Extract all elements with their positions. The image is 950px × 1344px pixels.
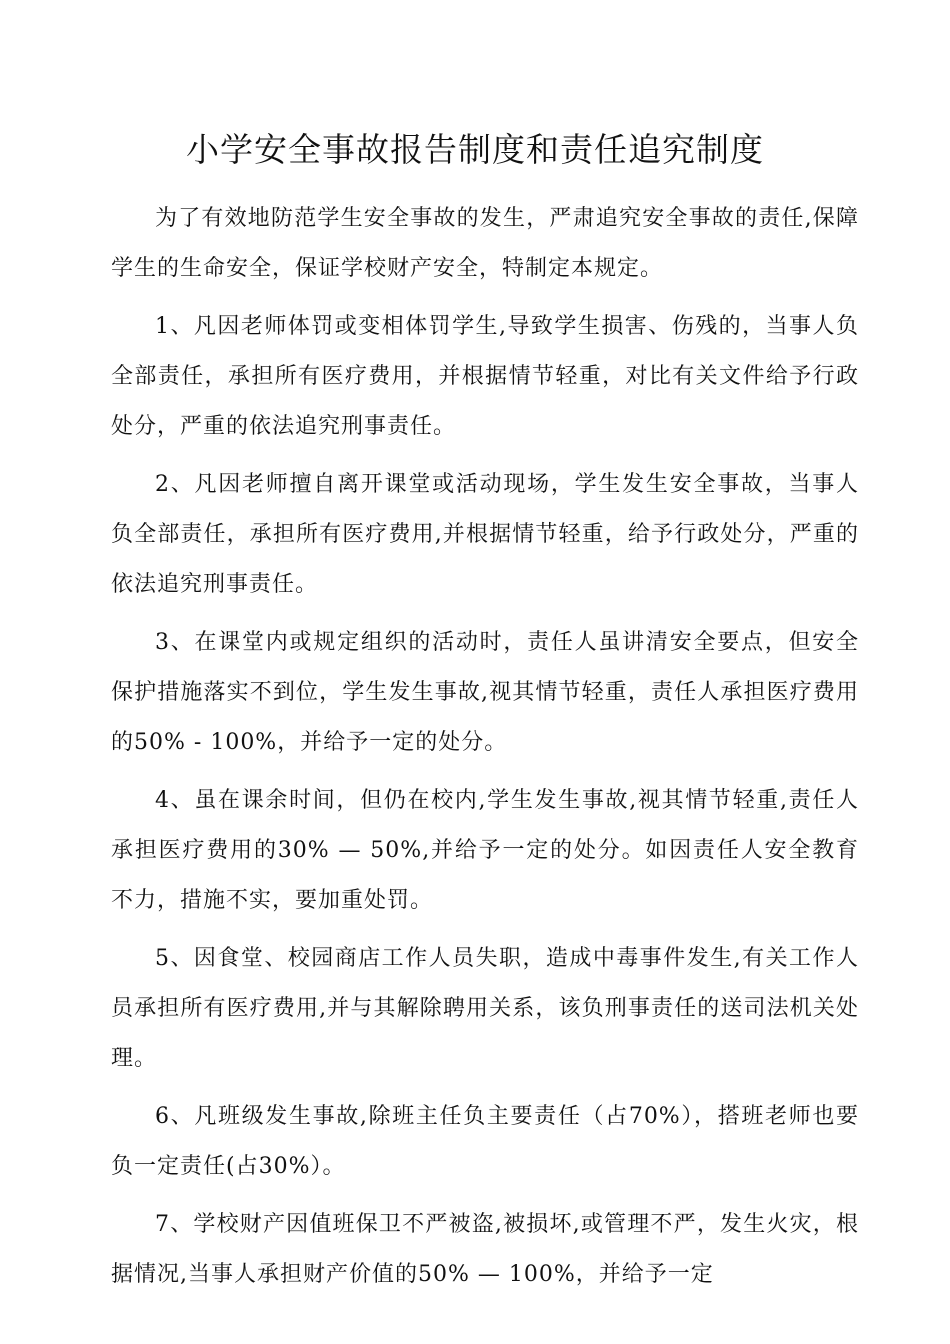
document-body: [111, 194, 859, 1308]
paragraph-rule-2: 2、凡因老师擅自离开课堂或活动现场，学生发生安全事故，当事人负全部责任，承担所有医疗费用,并根据情节轻重，给予行政处分，严重的依法追究刑事责任。: [111, 472, 859, 597]
paragraph-rule-4: 4、虽在课余时间，但仍在校内,学生发生事故,视其情节轻重,责任人承担医疗费用的30% — 50%,并给予一定的处分。如因责任人安全教育不力，措施不实，要加重处罚。: [111, 788, 859, 913]
document-title: 小学安全事故报告制度和责任追究制度: [186, 130, 764, 169]
paragraph-intro: 为了有效地防范学生安全事故的发生，严肃追究安全事故的责任,保障学生的生命安全，保证学校财产安全，特制定本规定。: [111, 206, 859, 281]
paragraph-rule-7: 7、学校财产因值班保卫不严被盗,被损坏,或管理不严，发生火灾，根据情况,当事人承担财产价值的50% — 100%，并给予一定: [111, 1212, 859, 1287]
paragraph-rule-6: 6、凡班级发生事故,除班主任负主要责任（占70%），搭班老师也要负一定责任(占30%）。: [111, 1104, 859, 1179]
paragraph-rule-1: 1、凡因老师体罚或变相体罚学生,导致学生损害、伤残的，当事人负全部责任，承担所有医疗费用，并根据情节轻重，对比有关文件给予行政处分，严重的依法追究刑事责任。: [111, 314, 859, 439]
paragraph-rule-5: 5、因食堂、校园商店工作人员失职，造成中毒事件发生,有关工作人员承担所有医疗费用,并与其解除聘用关系，该负刑事责任的送司法机关处理。: [111, 946, 859, 1071]
paragraph-rule-3: 3、在课堂内或规定组织的活动时，责任人虽讲清安全要点，但安全保护措施落实不到位，学生发生事故,视其情节轻重，责任人承担医疗费用的50% - 100%，并给予一定的处分。: [111, 630, 859, 755]
